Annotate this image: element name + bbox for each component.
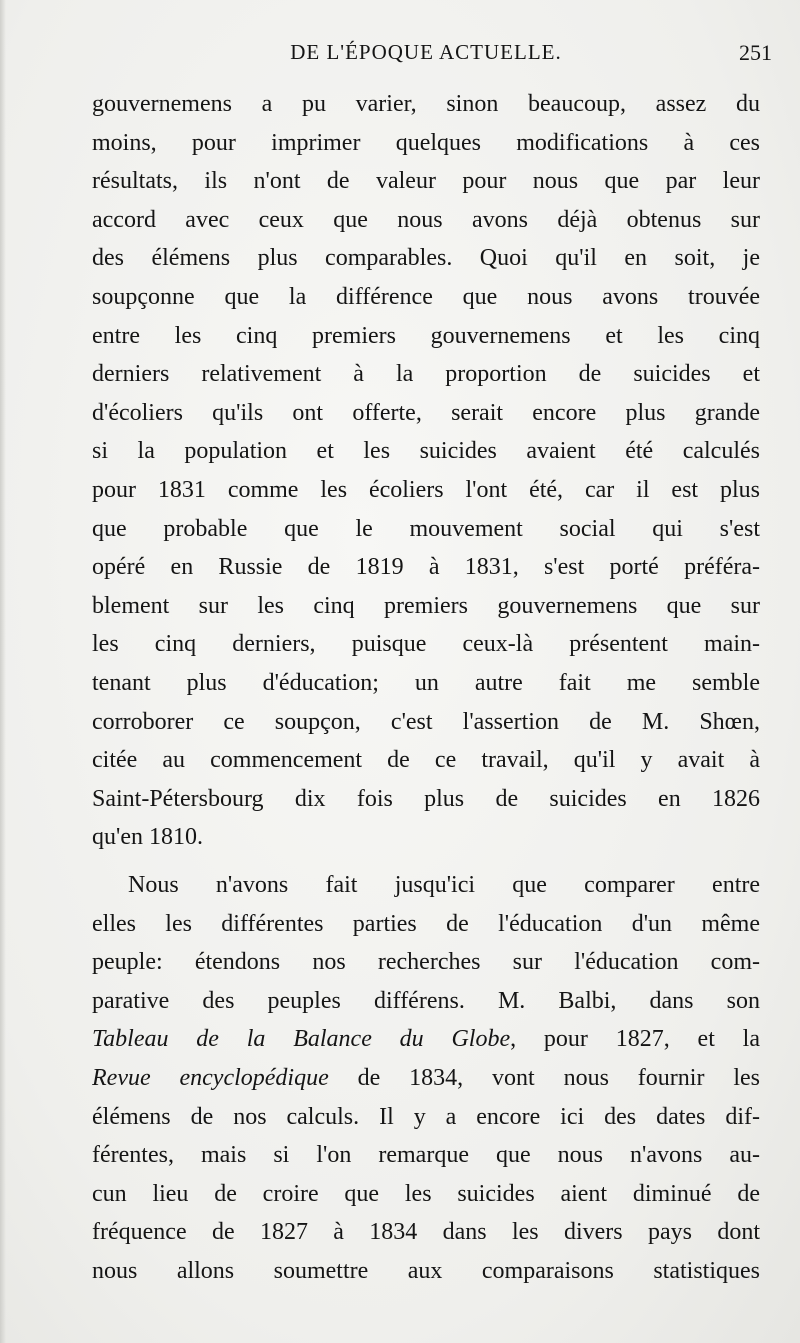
text-line: fréquence de 1827 à 1834 dans les divers pays dont: [92, 1219, 760, 1246]
paragraph-2: [92, 866, 760, 1291]
text-line: si la population et les suicides avaient été calculés: [92, 438, 760, 465]
journal-title-italic: Revue encyclopédique: [92, 1064, 329, 1091]
text-line: moins, pour imprimer quelques modifications à ces: [92, 129, 760, 156]
text-line: que probable que le mouvement social qui s'est: [92, 515, 760, 542]
text-line: soupçonne que la différence que nous avons trouvée: [92, 283, 760, 310]
paragraph-1: [92, 85, 760, 857]
text-line: d'écoliers qu'ils ont offerte, serait encore plus grande: [92, 399, 760, 426]
text-line: résultats, ils n'ont de valeur pour nous que par leur: [92, 168, 760, 195]
page-gutter-shadow: [0, 0, 6, 1343]
text-line: pour 1831 comme les écoliers l'ont été, car il est plus: [92, 476, 760, 503]
text-line: les cinq derniers, puisque ceux-là présentent main-: [92, 631, 760, 658]
text-line: férentes, mais si l'on remarque que nous n'avons au-: [92, 1142, 760, 1169]
running-head: DE L'ÉPOQUE ACTUELLE.: [290, 40, 562, 64]
text-line: entre les cinq premiers gouvernemens et les cinq: [92, 322, 760, 349]
text-line: cun lieu de croire que les suicides aient diminué de: [92, 1180, 760, 1207]
text-fragment: de 1834, vont nous fournir les: [328, 1064, 760, 1091]
text-line: elles les différentes parties de l'éducation d'un même: [92, 910, 760, 937]
book-title-italic: Tableau de la Balance du Globe: [92, 1026, 511, 1053]
text-line: peuple: étendons nos recherches sur l'éducation com-: [92, 949, 760, 976]
page-header: [80, 40, 772, 80]
text-line: parative des peuples différens. M. Balbi, dans son: [92, 987, 760, 1014]
text-line: accord avec ceux que nous avons déjà obtenus sur: [92, 206, 760, 233]
text-line: Nous n'avons fait jusqu'ici que comparer entre: [128, 872, 760, 898]
text-line: opéré en Russie de 1819 à 1831, s'est porté préféra-: [92, 554, 760, 581]
text-line: nous allons soumettre aux comparaisons statistiques: [92, 1257, 760, 1284]
text-line: qu'en 1810.: [92, 824, 203, 851]
text-line: élémens de nos calculs. Il y a encore ici des dates dif-: [92, 1103, 760, 1130]
text-line: Saint-Pétersbourg dix fois plus de suicides en 1826: [92, 785, 760, 812]
text-line: corroborer ce soupçon, c'est l'assertion de M. Shœn,: [92, 708, 760, 735]
text-line: citée au commencement de ce travail, qu'il y avait à: [92, 747, 760, 774]
text-fragment: , pour 1827, et la: [510, 1026, 760, 1053]
text-line: des élémens plus comparables. Quoi qu'il en soit, je: [92, 245, 760, 272]
text-line: tenant plus d'éducation; un autre fait me semble: [92, 669, 760, 696]
text-line: blement sur les cinq premiers gouvernemens que sur: [92, 592, 760, 619]
text-line: derniers relativement à la proportion de suicides et: [92, 361, 760, 388]
text-line: [92, 1020, 760, 1059]
text-line: [92, 1059, 760, 1098]
page-number: 251: [739, 40, 772, 65]
text-line: gouvernemens a pu varier, sinon beaucoup, assez du: [92, 91, 760, 117]
